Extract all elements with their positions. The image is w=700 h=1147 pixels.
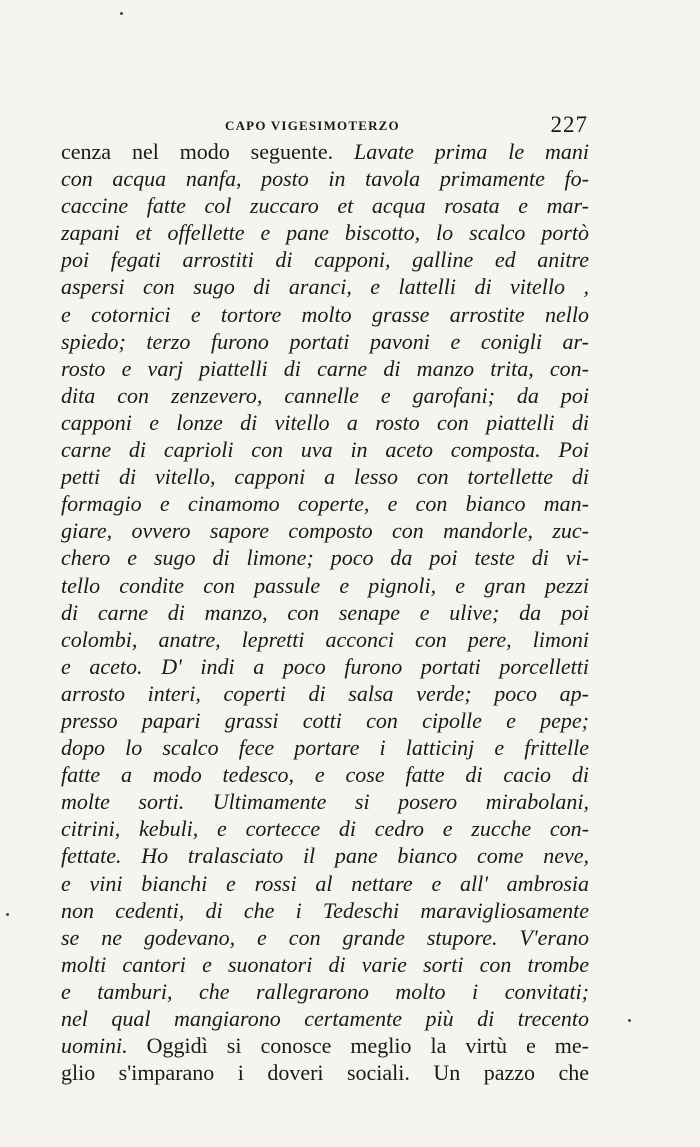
italic-text-segment: carne di caprioli con uva in aceto composta. Poi: [61, 437, 589, 463]
text-line: [61, 599, 589, 626]
italic-text-segment: e aceto. D' indi a poco furono portati porcelletti: [61, 653, 589, 679]
paper-speck: [120, 12, 123, 15]
italic-text-segment: arrosto interi, coperti di salsa verde; poco ap-: [61, 680, 589, 706]
italic-text-segment: formagio e cinamomo coperte, e con bianco man-: [61, 491, 589, 517]
italic-text-segment: giare, ovvero sapore composto con mandorle, zuc-: [61, 518, 589, 544]
text-line: [61, 273, 589, 300]
text-line: [61, 626, 589, 653]
text-line: [61, 978, 589, 1005]
italic-text-segment: colombi, anatre, lepretti acconci con pere, limoni: [61, 626, 589, 652]
body-text: [61, 138, 589, 1086]
text-line: [61, 165, 589, 192]
italic-text-segment: dopo lo scalco fece portare i latticinj e frittelle: [61, 735, 589, 761]
text-line: [61, 138, 589, 165]
text-line: [61, 924, 589, 951]
running-title: CAPO VIGESIMOTERZO: [225, 118, 400, 133]
italic-text-segment: e cotornici e tortore molto grasse arrostite nello: [61, 301, 589, 327]
page-number: 227: [550, 112, 588, 137]
text-line: [61, 680, 589, 707]
text-line: [61, 328, 589, 355]
italic-text-segment: caccine fatte col zuccaro et acqua rosata e mar-: [61, 193, 589, 219]
text-line: [61, 707, 589, 734]
italic-text-segment: rosto e varj piattelli di carne di manzo trita, con-: [61, 355, 589, 381]
text-line: [61, 409, 589, 436]
text-line: [61, 1005, 589, 1032]
italic-text-segment: presso papari grassi cotti con cipolle e pepe;: [61, 707, 589, 733]
text-line: [61, 572, 589, 599]
italic-text-segment: dita con zenzevero, cannelle e garofani; da poi: [61, 382, 589, 408]
text-line: [61, 219, 589, 246]
italic-text-segment: nel qual mangiarono certamente più di trecento: [61, 1006, 589, 1031]
text-line: [61, 1032, 589, 1059]
italic-text-segment: non cedenti, di che i Tedeschi maravigliosamente: [61, 897, 589, 923]
text-line: [61, 301, 589, 328]
text-line: [61, 815, 589, 842]
text-line: [61, 653, 589, 680]
italic-text-segment: spiedo; terzo furono portati pavoni e conigli ar-: [61, 328, 589, 354]
italic-text-segment: fettate. Ho tralasciato il pane bianco come neve,: [61, 843, 589, 869]
italic-text-segment: tello condite con passule e pignoli, e gran pezzi: [61, 572, 589, 598]
italic-text-segment: e vini bianchi e rossi al nettare e all' ambrosia: [61, 870, 589, 896]
italic-text-segment: e tamburi, che rallegrarono molto i convitati;: [61, 978, 589, 1004]
italic-text-segment: Lavate prima le mani: [354, 139, 590, 164]
text-line: [61, 246, 589, 273]
italic-text-segment: petti di vitello, capponi a lesso con tortellette di: [61, 464, 589, 490]
italic-text-segment: zapani et offellette e pane biscotto, lo scalco portò: [61, 220, 589, 246]
paper-speck: [628, 1019, 631, 1022]
italic-text-segment: aspersi con sugo di aranci, e lattelli di vitello ,: [61, 274, 589, 300]
roman-text-segment: glio s'imparano i doveri sociali. Un pazzo che: [61, 1060, 589, 1086]
text-line: [61, 463, 589, 490]
italic-text-segment: se ne godevano, e con grande stupore. V'erano: [61, 924, 589, 950]
text-line: [61, 897, 589, 924]
italic-text-segment: capponi e lonze di vitello a rosto con piattelli di: [61, 409, 589, 435]
roman-text-segment: Oggidì si conosce meglio la virtù e me-: [127, 1033, 589, 1059]
italic-text-segment: fatte a modo tedesco, e cose fatte di cacio di: [61, 762, 589, 788]
italic-text-segment: citrini, kebuli, e cortecce di cedro e zucche con-: [61, 816, 589, 842]
text-line: [61, 355, 589, 382]
text-line: [61, 842, 589, 869]
text-line: [61, 192, 589, 219]
paper-speck: [6, 913, 9, 916]
text-line: [61, 761, 589, 788]
text-line: [61, 951, 589, 978]
text-line: [61, 517, 589, 544]
roman-text-segment: cenza nel modo seguente.: [61, 139, 355, 164]
text-line: [61, 1059, 589, 1086]
text-line: [61, 870, 589, 897]
text-line: [61, 734, 589, 761]
italic-text-segment: con acqua nanfa, posto in tavola primamente fo-: [61, 166, 589, 192]
text-line: [61, 544, 589, 571]
text-line: [61, 490, 589, 517]
italic-text-segment: di carne di manzo, con senape e ulive; da poi: [61, 599, 589, 625]
italic-text-segment: chero e sugo di limone; poco da poi teste di vi-: [61, 545, 589, 571]
text-line: [61, 788, 589, 815]
text-line: [61, 382, 589, 409]
italic-text-segment: uomini.: [61, 1033, 128, 1059]
italic-text-segment: molte sorti. Ultimamente si posero mirabolani,: [61, 789, 589, 815]
text-line: [61, 436, 589, 463]
italic-text-segment: molti cantori e suonatori di varie sorti con trombe: [61, 951, 589, 977]
italic-text-segment: poi fegati arrostiti di capponi, galline ed anitre: [61, 247, 589, 273]
